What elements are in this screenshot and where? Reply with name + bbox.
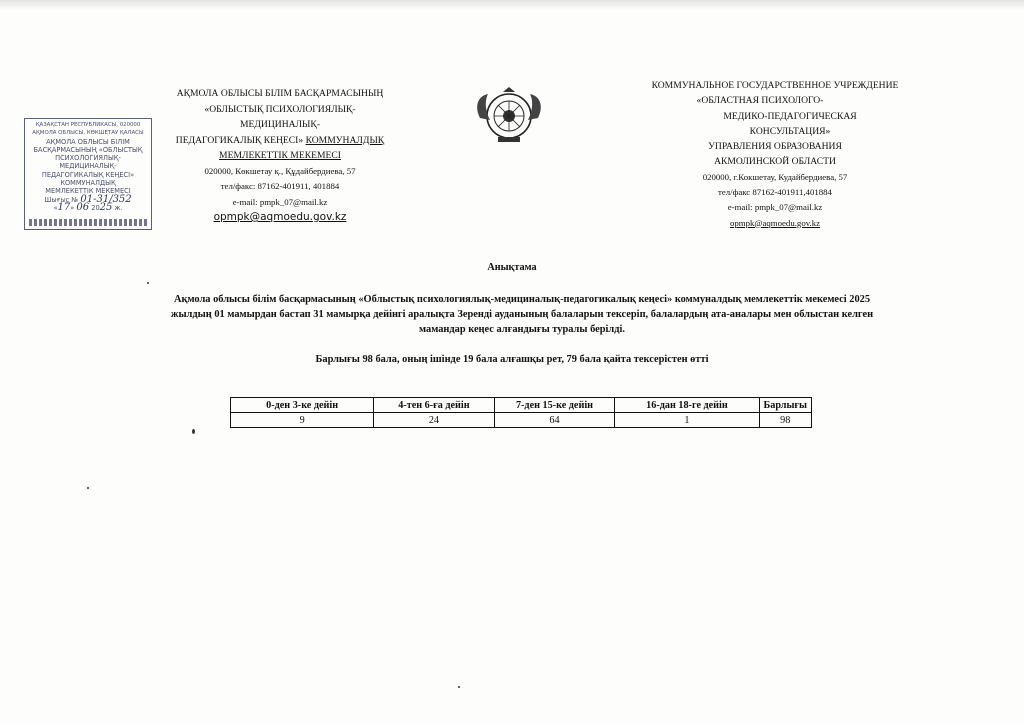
right-header-address: 020000, г.Кокшетау, Кудайбердиева, 57: [702, 171, 848, 182]
right-header-line: МЕДИКО-ПЕДАГОГИЧЕСКАЯ: [723, 110, 857, 122]
left-header-line: [145, 133, 415, 149]
scan-speck: [87, 487, 89, 489]
document-title: Анықтама: [487, 262, 537, 273]
registration-stamp: [24, 118, 152, 230]
document-summary: Барлығы 98 бала, оның ішінде 19 бала алғашқы рет, 79 бала қайта тексерістен өтті: [315, 354, 709, 365]
right-header-phone: тел/факс 87162-401911,401884: [718, 187, 832, 198]
scan-speck: [458, 686, 460, 688]
right-header-line: «ОБЛАСТНАЯ ПСИХОЛОГО-: [696, 95, 824, 107]
stamp-date-year-prefix: 20: [91, 203, 100, 212]
left-header-line: «ОБЛЫСТЫҚ ПСИХОЛОГИЯЛЫҚ-: [204, 103, 356, 115]
stamp-line: АҚМОЛА ОБЛЫСЫ БІЛІМ: [46, 137, 130, 146]
stamp-line: ПСИХОЛОГИЯЛЫҚ-: [55, 154, 121, 163]
left-header-phone: тел/факс: 87162-401911, 401884: [220, 181, 340, 191]
paragraph-line: Ақмола облысы білім басқармасының «Облыстық психологиялық-медициналық-педагогикалық кеңесі» коммуналдық мемлекеттік мекемесі 2025: [173, 294, 871, 305]
document-paragraph: [122, 292, 922, 338]
stamp-barcode: [29, 219, 147, 226]
stamp-line: ҚАЗАҚСТАН РЕСПУБЛИКАСЫ, 020000: [35, 122, 141, 128]
stamp-date-day: 17: [57, 201, 71, 213]
table-header-cell: 16-дан 18-ге дейін: [615, 398, 759, 413]
stamp-line: АҚМОЛА ОБЛЫСЫ, КӨКШЕТАУ ҚАЛАСЫ: [32, 130, 144, 137]
table-header-row: [231, 398, 812, 413]
paragraph-line: жылдың 01 мамырдан бастап 31 мамырқа дейінгі аралықта Зеренді ауданының балаларын тексеріп, балалардың ата-аналары мен облыстан келген: [170, 309, 874, 321]
left-header-email: e-mail: pmpk_07@mail.kz: [232, 196, 328, 207]
table-header-cell: 0-ден 3-ке дейін: [231, 398, 374, 413]
scan-speck: [147, 282, 149, 284]
table-cell: 1: [615, 413, 759, 428]
table-cell: 9: [231, 413, 374, 428]
table-header-cell: 7-ден 15-ке дейін: [494, 398, 615, 413]
stamp-number-value: 01-31/352: [80, 193, 132, 205]
left-header-kazakh: [145, 86, 415, 226]
paragraph-line: мамандар кеңес алғандығы туралы берілді.: [419, 324, 625, 336]
table-header-cell: Барлығы: [759, 398, 812, 413]
stamp-date-year-suffix: 25: [99, 201, 113, 213]
right-header-line: КОММУНАЛЬНОЕ ГОСУДАРСТВЕННОЕ УЧРЕЖДЕНИЕ: [651, 80, 899, 91]
scan-speck: [192, 429, 195, 434]
right-header-email: e-mail: pmpk_07@mail.kz: [727, 202, 823, 213]
table-cell: 98: [759, 413, 812, 428]
stamp-number-label: Шығыс №: [44, 195, 79, 204]
right-header-email-gov: opmpk@aqmoedu.gov.kz: [729, 217, 821, 228]
left-header-line: МЕМЛЕКЕТТІК МЕКЕМЕСІ: [219, 150, 341, 161]
stamp-line: БАСҚАРМАСЫНЫҢ «ОБЛЫСТЫҚ: [33, 145, 143, 154]
age-statistics-table: [230, 397, 812, 428]
table-row: [231, 413, 812, 428]
stamp-line: МЕДИЦИНАЛЫҚ-: [59, 162, 117, 171]
stamp-date: «17» 06 2025 ж.: [53, 201, 123, 213]
left-header-address: 020000, Көкшетау қ., Құдайбердиева, 57: [204, 165, 356, 176]
state-emblem-icon: [470, 86, 548, 146]
table-header-cell: 4-тен 6-ға дейін: [374, 398, 494, 413]
scan-edge-noise: [0, 0, 1024, 10]
left-header-line: АҚМОЛА ОБЛЫСЫ БІЛІМ БАСҚАРМАСЫНЫҢ: [176, 88, 384, 99]
stamp-date-month: 06: [76, 201, 90, 213]
stamp-line: ПЕДАГОГИКАЛЫҚ КЕҢЕСІ»: [41, 170, 135, 179]
left-header-line4b: КОММУНАЛДЫҚ: [305, 134, 385, 146]
table-cell: 64: [494, 413, 615, 428]
table-cell: 24: [374, 413, 494, 428]
stamp-line: МЕМЛЕКЕТТІК МЕКЕМЕСІ: [45, 187, 131, 196]
right-header-line: АКМОЛИНСКОЙ ОБЛАСТИ: [714, 156, 836, 168]
left-header-line: МЕДИЦИНАЛЫҚ-: [239, 119, 321, 130]
right-header-line: УПРАВЛЕНИЯ ОБРАЗОВАНИЯ: [708, 141, 842, 153]
right-header-russian: [640, 78, 910, 231]
left-header-email-gov: opmpk@aqmoedu.gov.kz: [213, 211, 347, 223]
stamp-line: КОММУНАЛДЫҚ: [60, 179, 116, 188]
left-header-line4a: ПЕДАГОГИКАЛЫҚ КЕҢЕСІ»: [175, 134, 304, 146]
right-header-line: КОНСУЛЬТАЦИЯ»: [749, 125, 831, 137]
